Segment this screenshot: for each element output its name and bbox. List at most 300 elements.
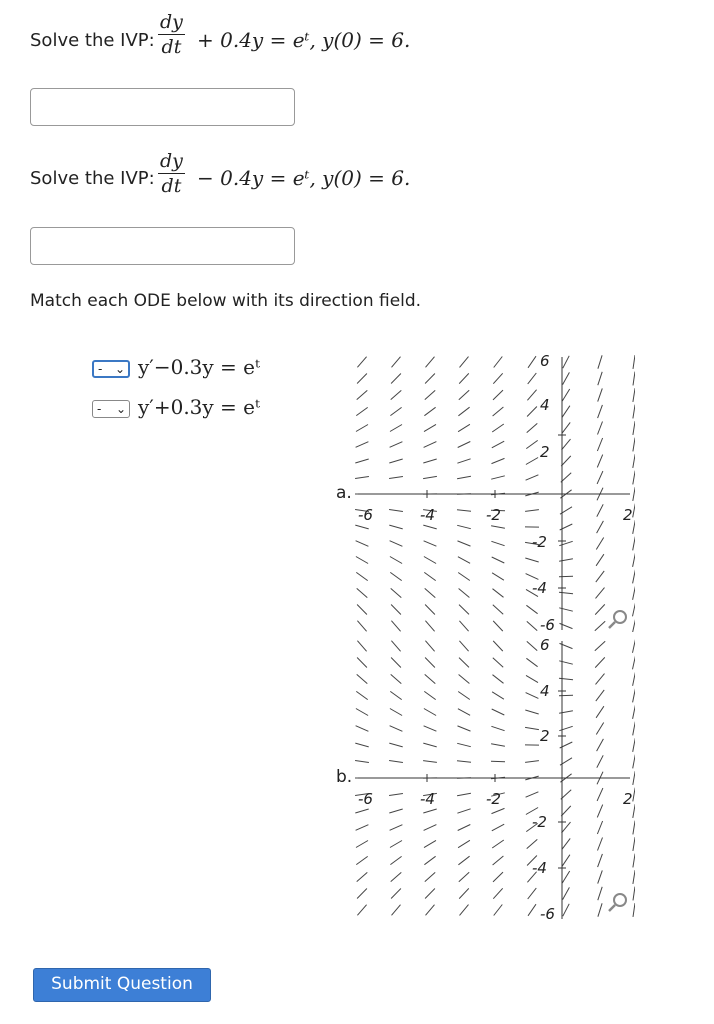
slope-segment bbox=[391, 658, 401, 668]
question-1-denominator: dt bbox=[161, 36, 182, 58]
slope-segment bbox=[390, 726, 403, 732]
slope-segment bbox=[458, 840, 470, 847]
slope-segment bbox=[356, 557, 368, 564]
slope-segment bbox=[563, 904, 569, 916]
slope-segment bbox=[595, 657, 605, 667]
slope-segment bbox=[493, 856, 504, 865]
slope-segment bbox=[597, 471, 603, 484]
slope-segment bbox=[389, 809, 402, 813]
slope-segment bbox=[492, 424, 504, 432]
slope-segment bbox=[633, 705, 635, 719]
slope-segment bbox=[392, 905, 401, 916]
slope-segment bbox=[355, 459, 368, 463]
slope-segment bbox=[493, 621, 503, 631]
slope-segment bbox=[596, 690, 604, 701]
slope-segment bbox=[458, 709, 470, 716]
slope-segment bbox=[355, 525, 368, 529]
match-ode-2: y′+0.3y = eᵗ bbox=[138, 395, 260, 419]
slope-segment bbox=[424, 407, 435, 415]
field-b-ytick-6: 6 bbox=[540, 636, 550, 654]
slope-segment bbox=[596, 571, 604, 582]
slope-segment bbox=[493, 872, 503, 882]
slope-segment bbox=[424, 541, 437, 546]
slope-segment bbox=[491, 526, 505, 529]
slope-segment bbox=[596, 706, 604, 718]
slope-segment bbox=[459, 373, 469, 383]
slope-segment bbox=[425, 588, 436, 597]
slope-segment bbox=[526, 658, 537, 666]
slope-segment bbox=[598, 887, 602, 900]
slope-segment bbox=[492, 573, 504, 580]
slope-segment bbox=[425, 658, 435, 668]
slope-segment bbox=[598, 405, 603, 418]
slope-segment bbox=[357, 658, 367, 668]
slope-segment bbox=[355, 809, 368, 813]
slope-segment bbox=[424, 840, 436, 847]
slope-segment bbox=[391, 641, 400, 652]
field-b-ytick-2: 2 bbox=[540, 727, 550, 745]
slope-segment bbox=[562, 822, 571, 833]
slope-segment bbox=[633, 454, 635, 468]
slope-segment bbox=[559, 559, 573, 561]
slope-segment bbox=[595, 641, 605, 650]
slope-segment bbox=[527, 839, 538, 848]
slope-segment bbox=[426, 905, 435, 916]
slope-segment bbox=[424, 557, 436, 564]
slope-segment bbox=[390, 709, 402, 716]
slope-segment bbox=[597, 438, 602, 451]
slope-segment bbox=[598, 372, 602, 385]
slope-segment bbox=[357, 605, 367, 615]
slope-segment bbox=[595, 604, 605, 614]
slope-segment bbox=[356, 691, 367, 699]
slope-segment bbox=[633, 672, 635, 686]
slope-segment bbox=[391, 872, 402, 881]
slope-segment bbox=[391, 889, 401, 899]
direction-field-a bbox=[350, 352, 635, 632]
slope-segment bbox=[425, 889, 435, 899]
slope-segment bbox=[492, 557, 505, 563]
slope-segment bbox=[459, 888, 469, 898]
slope-segment bbox=[598, 422, 603, 435]
slope-segment bbox=[392, 357, 401, 368]
slope-segment bbox=[559, 541, 572, 545]
slope-segment bbox=[633, 355, 635, 369]
field-a-ytick-neg6: -6 bbox=[540, 616, 555, 632]
slope-segment bbox=[491, 476, 505, 479]
field-b-xtick-neg6: -6 bbox=[358, 790, 373, 808]
slope-segment bbox=[598, 838, 603, 851]
submit-question-button[interactable]: Submit Question bbox=[33, 968, 211, 1002]
slope-segment bbox=[595, 621, 605, 630]
slope-segment bbox=[357, 357, 366, 368]
field-a-ytick-neg2: -2 bbox=[532, 533, 547, 551]
direction-field-b bbox=[350, 636, 635, 921]
slope-segment bbox=[425, 374, 435, 384]
slope-segment bbox=[525, 727, 539, 729]
match-select-1[interactable] bbox=[92, 360, 130, 378]
slope-segment bbox=[528, 373, 537, 384]
slope-segment bbox=[458, 442, 471, 448]
slope-segment bbox=[389, 743, 402, 747]
slope-segment bbox=[559, 608, 573, 611]
slope-segment bbox=[597, 504, 603, 516]
slope-segment bbox=[493, 407, 504, 416]
match-select-2-value: - bbox=[97, 402, 102, 416]
slope-segment bbox=[457, 476, 471, 479]
slope-segment bbox=[633, 788, 635, 802]
slope-segment bbox=[527, 407, 537, 417]
slope-segment bbox=[562, 855, 570, 867]
slope-segment bbox=[389, 459, 402, 463]
slope-segment bbox=[562, 406, 570, 418]
slope-segment bbox=[424, 856, 435, 864]
slope-segment bbox=[423, 761, 437, 763]
slope-segment bbox=[356, 856, 367, 864]
slope-segment bbox=[457, 793, 471, 796]
slope-segment bbox=[459, 675, 470, 684]
slope-segment bbox=[633, 870, 635, 884]
slope-segment bbox=[391, 621, 400, 632]
field-a-ytick-neg4: -4 bbox=[532, 579, 547, 597]
slope-segment bbox=[458, 557, 470, 564]
slope-segment bbox=[596, 674, 605, 685]
slope-segment bbox=[425, 872, 435, 881]
slope-segment bbox=[633, 903, 635, 917]
slope-segment bbox=[391, 674, 402, 683]
slope-segment bbox=[389, 761, 403, 763]
slope-segment bbox=[460, 905, 469, 916]
field-b-ytick-neg4: -4 bbox=[532, 859, 547, 877]
slope-segment bbox=[458, 726, 471, 731]
slope-segment bbox=[356, 442, 369, 448]
slope-segment bbox=[598, 388, 603, 401]
slope-segment bbox=[633, 738, 635, 752]
match-select-2[interactable] bbox=[92, 400, 130, 418]
slope-segment bbox=[391, 374, 401, 384]
slope-segment bbox=[562, 389, 569, 401]
field-a-xtick-neg4: -4 bbox=[420, 506, 435, 524]
question-2-denominator: dt bbox=[161, 175, 182, 197]
slope-segment bbox=[425, 641, 434, 652]
slope-segment bbox=[633, 372, 635, 386]
slope-segment bbox=[390, 572, 401, 580]
slope-segment bbox=[460, 357, 469, 368]
slope-segment bbox=[560, 623, 573, 628]
slope-segment bbox=[633, 586, 635, 600]
slope-segment bbox=[458, 407, 469, 416]
slope-segment bbox=[491, 541, 504, 545]
question-2-fraction bbox=[158, 149, 185, 198]
slope-segment bbox=[633, 639, 636, 653]
slope-segment bbox=[389, 477, 403, 479]
field-a-ytick-2: 2 bbox=[540, 443, 550, 461]
slope-segment bbox=[526, 605, 537, 613]
slope-segment bbox=[425, 390, 435, 399]
slope-segment bbox=[458, 424, 470, 431]
slope-segment bbox=[459, 589, 470, 598]
slope-segment bbox=[426, 357, 435, 368]
slope-segment bbox=[356, 709, 368, 716]
slope-segment bbox=[492, 840, 504, 848]
slope-segment bbox=[633, 570, 635, 584]
slope-segment bbox=[596, 723, 603, 735]
question-1-equation: + 0.4y = eᵗ, y(0) = 6. bbox=[197, 28, 411, 52]
slope-segment bbox=[357, 905, 366, 916]
slope-segment bbox=[560, 643, 573, 648]
slope-segment bbox=[457, 761, 471, 762]
slope-segment bbox=[633, 804, 635, 818]
slope-segment bbox=[355, 743, 368, 747]
slope-segment bbox=[559, 678, 573, 680]
slope-segment bbox=[425, 621, 434, 632]
slope-segment bbox=[493, 658, 503, 667]
slope-segment bbox=[390, 407, 401, 415]
field-b-ytick-neg6: -6 bbox=[540, 905, 555, 921]
slope-segment bbox=[633, 689, 635, 703]
slope-segment bbox=[355, 477, 369, 479]
slope-segment bbox=[597, 739, 604, 751]
question-1-fraction bbox=[158, 10, 185, 59]
slope-segment bbox=[633, 603, 636, 617]
slope-segment bbox=[424, 825, 437, 831]
match-ode-1: y′−0.3y = eᵗ bbox=[138, 355, 260, 379]
slope-segment bbox=[633, 619, 636, 632]
slope-segment bbox=[390, 541, 403, 547]
slope-segment bbox=[357, 674, 368, 683]
slope-segment bbox=[633, 471, 635, 485]
question-1-numerator: dy bbox=[160, 11, 183, 33]
field-a-ytick-4: 4 bbox=[540, 396, 550, 414]
slope-segment bbox=[390, 856, 401, 864]
slope-segment bbox=[525, 510, 539, 512]
slope-segment bbox=[356, 726, 369, 732]
slope-segment bbox=[492, 441, 504, 448]
slope-segment bbox=[526, 440, 537, 448]
slope-segment bbox=[390, 825, 403, 831]
slope-segment bbox=[492, 824, 504, 831]
slope-segment bbox=[494, 357, 503, 368]
slope-segment bbox=[390, 557, 402, 564]
slope-segment bbox=[559, 726, 572, 730]
field-b-xtick-neg4: -4 bbox=[420, 790, 435, 808]
question-2-numerator: dy bbox=[160, 150, 183, 172]
field-b-ytick-4: 4 bbox=[540, 682, 550, 700]
question-2-prefix: Solve the IVP: bbox=[30, 168, 155, 189]
slope-segment bbox=[389, 794, 403, 796]
slope-segment bbox=[597, 788, 603, 801]
slope-segment bbox=[389, 525, 402, 529]
field-b-edge-label: 2 bbox=[623, 790, 633, 808]
slope-segment bbox=[494, 905, 503, 916]
slope-segment bbox=[357, 588, 368, 597]
question-1-answer-input[interactable] bbox=[30, 88, 295, 126]
match-select-1-value: - bbox=[98, 362, 103, 376]
slope-segment bbox=[493, 675, 504, 684]
slope-segment bbox=[423, 743, 436, 747]
slope-segment bbox=[493, 589, 504, 598]
slope-segment bbox=[356, 841, 368, 848]
slope-segment bbox=[493, 605, 503, 614]
slope-segment bbox=[597, 455, 602, 468]
slope-segment bbox=[458, 541, 471, 546]
slope-segment bbox=[424, 424, 436, 431]
question-1-prefix: Solve the IVP: bbox=[30, 30, 155, 51]
slope-segment bbox=[563, 887, 570, 899]
slope-segment bbox=[425, 605, 435, 615]
slope-segment bbox=[457, 459, 470, 463]
slope-segment bbox=[596, 588, 605, 599]
field-b-label: b. bbox=[336, 767, 353, 787]
slope-segment bbox=[559, 592, 573, 594]
slope-segment bbox=[633, 837, 635, 851]
slope-segment bbox=[633, 487, 635, 501]
slope-segment bbox=[527, 621, 537, 630]
slope-segment bbox=[633, 537, 635, 551]
slope-segment bbox=[633, 520, 635, 534]
slope-segment bbox=[562, 871, 569, 883]
chevron-down-icon: ⌄ bbox=[114, 362, 125, 376]
slope-segment bbox=[633, 553, 635, 567]
slope-segment bbox=[491, 726, 504, 730]
slope-segment bbox=[526, 675, 538, 682]
slope-segment bbox=[561, 806, 571, 816]
slope-segment bbox=[391, 605, 401, 615]
slope-segment bbox=[528, 904, 536, 916]
slope-segment bbox=[391, 390, 402, 399]
chevron-down-icon: ⌄ bbox=[115, 402, 126, 416]
slope-segment bbox=[562, 422, 570, 433]
slope-segment bbox=[423, 809, 436, 813]
slope-segment bbox=[562, 838, 570, 849]
question-2-answer-input[interactable] bbox=[30, 227, 295, 265]
slope-segment bbox=[526, 475, 539, 480]
slope-segment bbox=[528, 356, 536, 368]
slope-segment bbox=[563, 372, 570, 384]
field-b-xtick-neg2: -2 bbox=[486, 790, 501, 808]
slope-segment bbox=[561, 456, 571, 466]
field-a-label: a. bbox=[336, 483, 352, 503]
slope-segment bbox=[596, 538, 603, 550]
zoom-icon[interactable] bbox=[605, 607, 631, 633]
slope-segment bbox=[528, 888, 537, 899]
slope-segment bbox=[458, 573, 470, 581]
slope-segment bbox=[459, 658, 469, 668]
slope-segment bbox=[424, 709, 436, 716]
slope-segment bbox=[527, 423, 538, 432]
slope-segment bbox=[597, 805, 602, 818]
slope-segment bbox=[526, 458, 538, 465]
slope-segment bbox=[598, 870, 603, 883]
slope-segment bbox=[526, 792, 539, 797]
slope-segment bbox=[357, 889, 367, 899]
slope-segment bbox=[493, 373, 502, 383]
slope-segment bbox=[633, 438, 635, 452]
slope-segment bbox=[459, 621, 468, 631]
slope-segment bbox=[633, 887, 635, 901]
slope-segment bbox=[598, 854, 603, 867]
slope-segment bbox=[633, 388, 635, 402]
field-a-xtick-neg2: -2 bbox=[486, 506, 501, 524]
slope-segment bbox=[491, 761, 505, 762]
match-instruction: Match each ODE below with its direction field. bbox=[30, 291, 422, 311]
slope-segment bbox=[423, 525, 436, 529]
slope-segment bbox=[459, 872, 469, 881]
slope-segment bbox=[457, 743, 471, 746]
slope-segment bbox=[526, 693, 539, 699]
question-2-equation: − 0.4y = eᵗ, y(0) = 6. bbox=[197, 166, 411, 190]
slope-segment bbox=[633, 722, 635, 736]
slope-segment bbox=[458, 825, 471, 831]
slope-segment bbox=[633, 656, 636, 670]
slope-segment bbox=[633, 405, 635, 419]
slope-segment bbox=[493, 390, 503, 400]
slope-segment bbox=[457, 525, 471, 528]
slope-segment bbox=[562, 439, 571, 450]
slope-segment bbox=[457, 510, 471, 511]
slope-segment bbox=[597, 521, 604, 533]
slope-segment bbox=[633, 771, 635, 785]
slope-segment bbox=[492, 808, 505, 813]
slope-segment bbox=[390, 691, 401, 699]
slope-segment bbox=[633, 821, 635, 835]
field-b-ytick-neg2: -2 bbox=[532, 813, 547, 831]
slope-segment bbox=[633, 854, 635, 868]
slope-segment bbox=[492, 458, 505, 463]
slope-segment bbox=[493, 888, 502, 898]
slope-segment bbox=[356, 825, 369, 831]
slope-segment bbox=[458, 856, 469, 865]
slope-segment bbox=[355, 761, 369, 763]
slope-segment bbox=[527, 641, 537, 650]
slope-segment bbox=[425, 674, 436, 683]
slope-segment bbox=[527, 390, 536, 401]
slope-segment bbox=[597, 821, 602, 834]
slope-segment bbox=[491, 744, 505, 747]
slope-segment bbox=[525, 761, 539, 763]
slope-segment bbox=[424, 691, 435, 699]
slope-segment bbox=[459, 641, 468, 651]
slope-segment bbox=[423, 459, 436, 463]
slope-segment bbox=[357, 390, 368, 399]
slope-segment bbox=[357, 872, 368, 881]
slope-segment bbox=[357, 621, 366, 632]
slope-segment bbox=[459, 390, 469, 399]
slope-segment bbox=[356, 407, 367, 415]
slope-segment bbox=[596, 554, 604, 566]
slope-segment bbox=[357, 641, 366, 652]
slope-segment bbox=[633, 755, 635, 769]
slope-segment bbox=[390, 841, 402, 848]
slope-segment bbox=[559, 661, 573, 664]
zoom-icon[interactable] bbox=[605, 890, 631, 916]
field-a-edge-label: 2 bbox=[623, 506, 633, 524]
slope-segment bbox=[391, 588, 402, 597]
slope-segment bbox=[459, 605, 469, 615]
slope-segment bbox=[357, 374, 367, 384]
slope-segment bbox=[424, 442, 437, 448]
slope-segment bbox=[525, 710, 538, 714]
slope-segment bbox=[633, 421, 635, 435]
slope-segment bbox=[559, 711, 573, 713]
slope-segment bbox=[597, 755, 603, 767]
slope-segment bbox=[633, 504, 635, 518]
slope-segment bbox=[563, 356, 569, 368]
slope-segment bbox=[390, 425, 402, 432]
slope-segment bbox=[389, 510, 403, 512]
field-a-ytick-6: 6 bbox=[540, 352, 550, 370]
slope-segment bbox=[458, 692, 470, 700]
